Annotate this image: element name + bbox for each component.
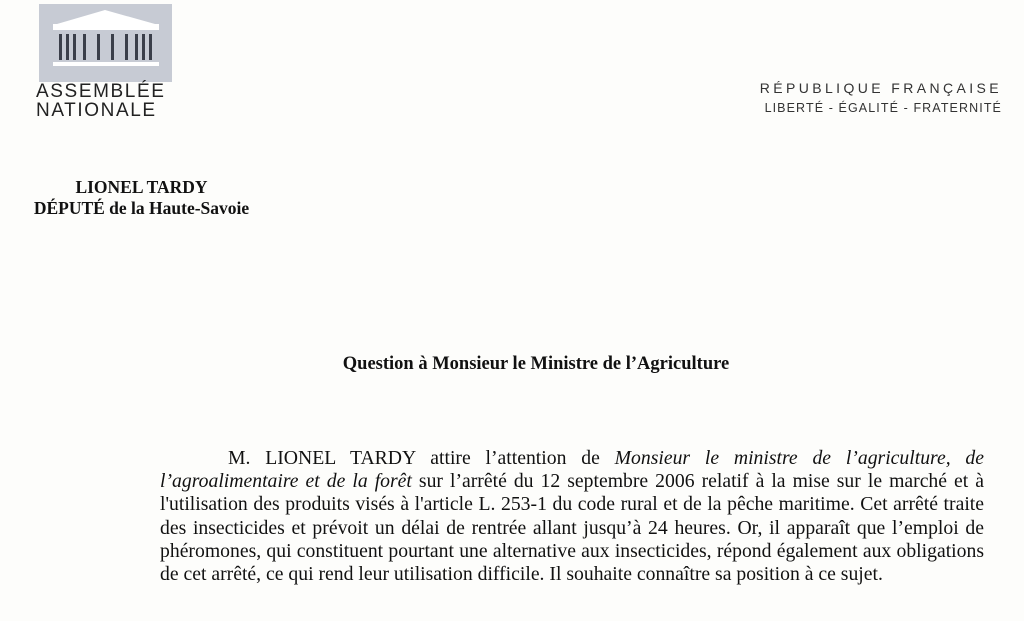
deputy-role: DÉPUTÉ de la Haute-Savoie xyxy=(33,198,250,218)
question-body xyxy=(160,447,984,587)
question-intro: M. LIONEL TARDY attire l’attention de xyxy=(228,446,615,469)
republic-title: RÉPUBLIQUE FRANÇAISE xyxy=(759,80,1002,96)
deputy-name: LIONEL TARDY xyxy=(75,177,208,197)
minister-title: Monsieur le ministre de l’agriculture, de l’agroalimentaire et de la forêt xyxy=(160,446,985,492)
question-title: Question à Monsieur le Ministre de l’Agriculture xyxy=(342,354,730,374)
logo-text xyxy=(36,82,181,120)
republic-motto: LIBERTÉ - ÉGALITÉ - FRATERNITÉ xyxy=(764,101,1002,115)
question-text: sur l’arrêté du 12 septembre 2006 relatif à la mise sur le marché et à l'utilisation des produits visés à l'article L. 253-1 du code rural et de la pêche maritime. Cet arrêté traite des insecticides et prévoit un délai de rentrée allant jusqu’à 24 heures. Or, il apparaît que l’emploi de phéromones, qui constituent pourtant une alternative aux insecticides, répond également aux obligations de cet arrêté, ce qui rend leur utilisation difficile. Il souhaite connaître sa position à ce sujet. xyxy=(160,469,984,586)
republique-francaise-header xyxy=(760,78,1002,118)
logo-line-1: ASSEMBLÉE xyxy=(36,81,166,102)
deputy-block xyxy=(0,177,283,219)
building-emblem xyxy=(39,4,172,82)
logo-line-2: NATIONALE xyxy=(36,100,157,121)
